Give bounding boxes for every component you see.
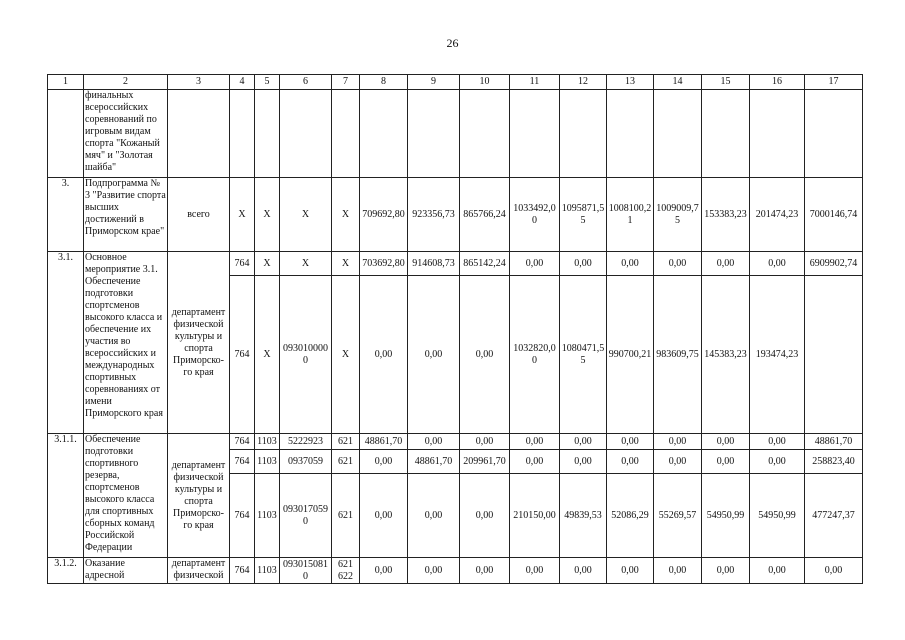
cell: 0,00 bbox=[510, 558, 560, 584]
measure-name: финальных всероссийских соревнований по игровым видам спорта "Кожаный мяч" и "Золотая шайба" bbox=[84, 90, 168, 178]
cell: Х bbox=[255, 252, 280, 276]
cell: 210150,00 bbox=[510, 474, 560, 558]
row-number: 3. bbox=[48, 178, 84, 252]
header-cell: 10 bbox=[460, 75, 510, 90]
cell: 48861,70 bbox=[360, 434, 408, 450]
cell: 0,00 bbox=[654, 558, 702, 584]
executor: департамент физической культуры и спорта Приморско-го края bbox=[168, 434, 230, 558]
measure-name: Оказание адресной bbox=[84, 558, 168, 584]
cell: 0,00 bbox=[702, 434, 750, 450]
table-row bbox=[48, 558, 863, 584]
cell: 0,00 bbox=[408, 474, 460, 558]
cell: 621 bbox=[332, 450, 360, 474]
cell: 621 bbox=[332, 434, 360, 450]
cell: 0,00 bbox=[460, 276, 510, 434]
cell: 0,00 bbox=[510, 434, 560, 450]
header-cell: 11 bbox=[510, 75, 560, 90]
cell: 0,00 bbox=[607, 434, 654, 450]
cell: 0,00 bbox=[360, 474, 408, 558]
cell: Х bbox=[280, 252, 332, 276]
cell: 0,00 bbox=[702, 558, 750, 584]
cell: 0,00 bbox=[460, 558, 510, 584]
page-number: 26 bbox=[446, 36, 459, 50]
cell: 0,00 bbox=[360, 450, 408, 474]
cell: 54950,99 bbox=[750, 474, 805, 558]
cell: 0,00 bbox=[750, 252, 805, 276]
cell: Х bbox=[332, 276, 360, 434]
cell: 258823,40 bbox=[805, 450, 863, 474]
cell: Х bbox=[230, 178, 255, 252]
budget-table bbox=[47, 74, 863, 584]
measure-name: Подпрограмма № 3 "Развитие спорта высших достижений в Приморском крае" bbox=[84, 178, 168, 252]
table-row bbox=[48, 252, 863, 276]
cell: 0,00 bbox=[654, 252, 702, 276]
cell: 0930100000 bbox=[280, 276, 332, 434]
header-cell: 5 bbox=[255, 75, 280, 90]
measure-name: Обеспечение подготовки спортивного резерва, спортсменов высокого класса для спортивных сборных команд Российской Федерации bbox=[84, 434, 168, 558]
cell: 1103 bbox=[255, 558, 280, 584]
cell: 0,00 bbox=[510, 450, 560, 474]
table-row bbox=[48, 90, 863, 178]
cell: 914608,73 bbox=[408, 252, 460, 276]
row-number: 3.1. bbox=[48, 252, 84, 434]
cell: 0,00 bbox=[805, 558, 863, 584]
executor: всего bbox=[168, 178, 230, 252]
header-cell: 13 bbox=[607, 75, 654, 90]
row-number: 3.1.1. bbox=[48, 434, 84, 558]
cell: 0930150810 bbox=[280, 558, 332, 584]
cell: 990700,21 bbox=[607, 276, 654, 434]
cell: Х bbox=[255, 276, 280, 434]
cell: 764 bbox=[230, 252, 255, 276]
cell: 865766,24 bbox=[460, 178, 510, 252]
cell: 621 622 bbox=[332, 558, 360, 584]
cell: Х bbox=[332, 178, 360, 252]
cell: 48861,70 bbox=[408, 450, 460, 474]
cell: 709692,80 bbox=[360, 178, 408, 252]
cell: 6909902,74 bbox=[805, 252, 863, 276]
cell: 0,00 bbox=[560, 434, 607, 450]
cell: 764 bbox=[230, 474, 255, 558]
cell: Х bbox=[255, 178, 280, 252]
cell: 621 bbox=[332, 474, 360, 558]
cell: 0,00 bbox=[607, 450, 654, 474]
cell: 48861,70 bbox=[805, 434, 863, 450]
cell: 0,00 bbox=[560, 252, 607, 276]
cell: 5222923 bbox=[280, 434, 332, 450]
cell: 0,00 bbox=[607, 558, 654, 584]
header-cell: 2 bbox=[84, 75, 168, 90]
cell: 764 bbox=[230, 276, 255, 434]
row-number: 3.1.2. bbox=[48, 558, 84, 584]
cell: 1103 bbox=[255, 450, 280, 474]
cell: 865142,24 bbox=[460, 252, 510, 276]
cell: 983609,75 bbox=[654, 276, 702, 434]
cell: 764 bbox=[230, 558, 255, 584]
cell: 0,00 bbox=[460, 474, 510, 558]
cell: 1080471,55 bbox=[560, 276, 607, 434]
cell: 1009009,75 bbox=[654, 178, 702, 252]
header-cell: 16 bbox=[750, 75, 805, 90]
cell: 0,00 bbox=[360, 276, 408, 434]
cell: 1103 bbox=[255, 434, 280, 450]
cell: 0,00 bbox=[510, 252, 560, 276]
cell: 1103 bbox=[255, 474, 280, 558]
cell: 1032820,00 bbox=[510, 276, 560, 434]
cell: 0937059 bbox=[280, 450, 332, 474]
cell: 145383,23 bbox=[702, 276, 750, 434]
cell: 764 bbox=[230, 450, 255, 474]
header-cell: 1 bbox=[48, 75, 84, 90]
header-cell: 14 bbox=[654, 75, 702, 90]
header-cell: 7 bbox=[332, 75, 360, 90]
cell: 7000146,74 bbox=[805, 178, 863, 252]
cell: 1008100,21 bbox=[607, 178, 654, 252]
cell: 55269,57 bbox=[654, 474, 702, 558]
cell: 0,00 bbox=[408, 276, 460, 434]
header-cell: 15 bbox=[702, 75, 750, 90]
table-row bbox=[48, 434, 863, 450]
cell: 0,00 bbox=[408, 434, 460, 450]
measure-name: Основное мероприятие 3.1. Обеспечение подготовки спортсменов высокого класса и обеспечение их участия во всероссийских и международных спортивных соревнованиях от имени Приморского края bbox=[84, 252, 168, 434]
cell: 0,00 bbox=[408, 558, 460, 584]
cell: 1095871,55 bbox=[560, 178, 607, 252]
cell: 193474,23 bbox=[750, 276, 805, 434]
cell: 1033492,00 bbox=[510, 178, 560, 252]
cell: 0,00 bbox=[560, 450, 607, 474]
cell: 0930170590 bbox=[280, 474, 332, 558]
header-cell: 17 bbox=[805, 75, 863, 90]
cell: 0,00 bbox=[360, 558, 408, 584]
cell: 764 bbox=[230, 434, 255, 450]
header-row bbox=[48, 75, 863, 90]
cell: 52086,29 bbox=[607, 474, 654, 558]
cell: 49839,53 bbox=[560, 474, 607, 558]
header-cell: 9 bbox=[408, 75, 460, 90]
executor: департамент физической bbox=[168, 558, 230, 584]
cell: 0,00 bbox=[702, 450, 750, 474]
cell: 0,00 bbox=[654, 450, 702, 474]
table-row bbox=[48, 178, 863, 252]
cell: 209961,70 bbox=[460, 450, 510, 474]
cell: 0,00 bbox=[460, 434, 510, 450]
cell: 923356,73 bbox=[408, 178, 460, 252]
cell: 0,00 bbox=[607, 252, 654, 276]
header-cell: 8 bbox=[360, 75, 408, 90]
cell: 0,00 bbox=[560, 558, 607, 584]
cell: 201474,23 bbox=[750, 178, 805, 252]
cell: Х bbox=[280, 178, 332, 252]
cell: 703692,80 bbox=[360, 252, 408, 276]
header-cell: 3 bbox=[168, 75, 230, 90]
header-cell: 12 bbox=[560, 75, 607, 90]
header-cell: 4 bbox=[230, 75, 255, 90]
cell: 153383,23 bbox=[702, 178, 750, 252]
executor: департамент физической культуры и спорта Приморско-го края bbox=[168, 252, 230, 434]
cell: 0,00 bbox=[750, 450, 805, 474]
cell: 0,00 bbox=[702, 252, 750, 276]
cell: Х bbox=[332, 252, 360, 276]
cell: 0,00 bbox=[750, 558, 805, 584]
cell: 0,00 bbox=[750, 434, 805, 450]
header-cell: 6 bbox=[280, 75, 332, 90]
cell: 54950,99 bbox=[702, 474, 750, 558]
cell: 0,00 bbox=[654, 434, 702, 450]
cell: 477247,37 bbox=[805, 474, 863, 558]
